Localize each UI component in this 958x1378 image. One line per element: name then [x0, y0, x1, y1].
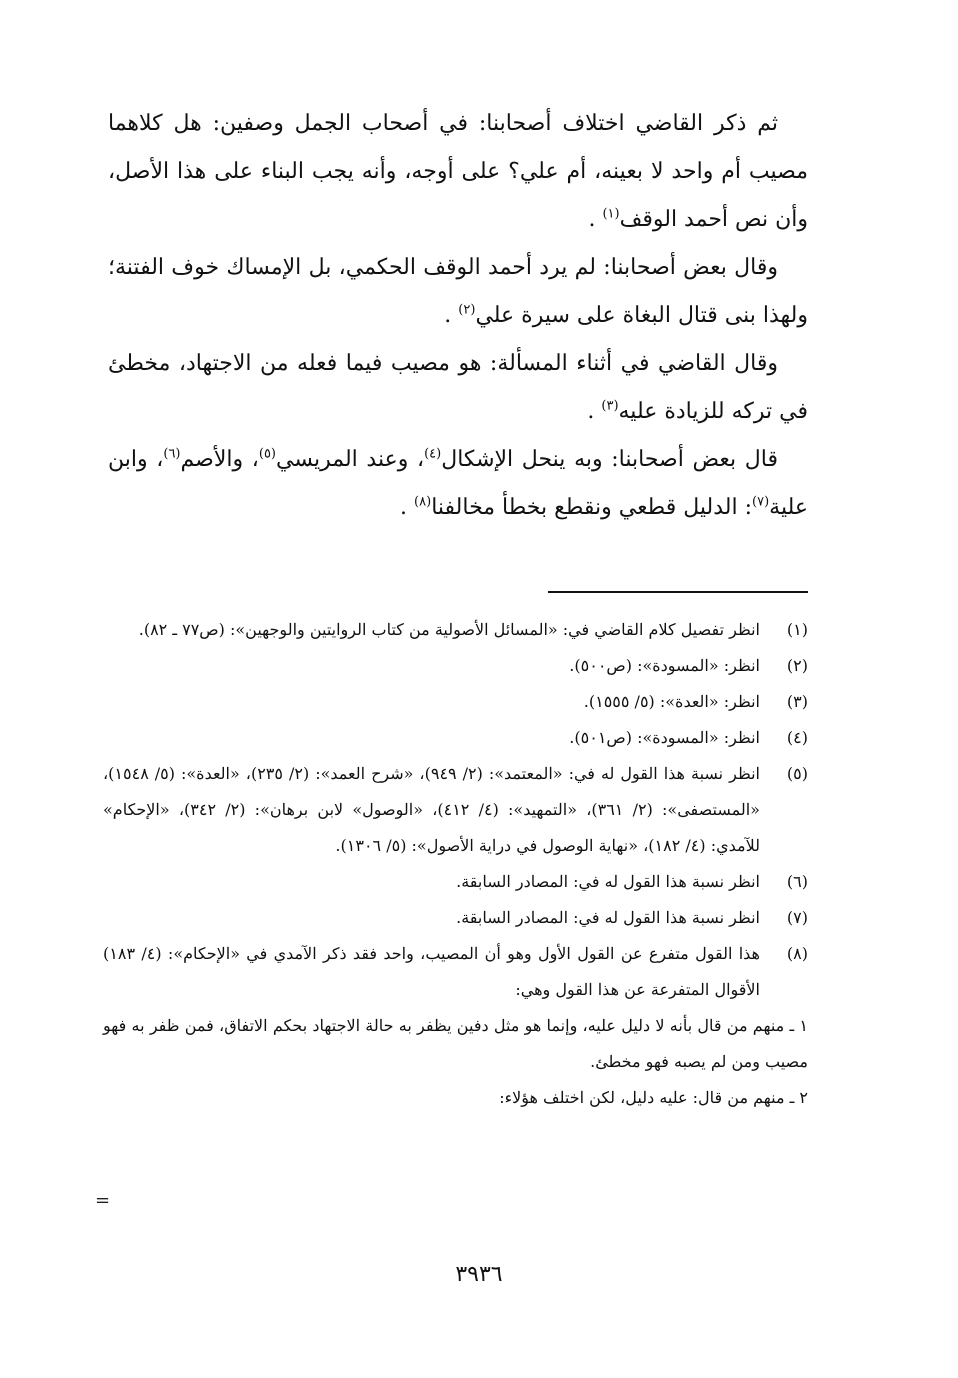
paragraph-2-text: وقال بعض أصحابنا: لم يرد أحمد الوقف الحكمي، بل الإمساك خوف الفتنة؛ ولهذا بنى قتال البغاة على سيرة علي [108, 255, 808, 328]
footnote-text: انظر نسبة هذا القول له في: المصادر السابقة. [456, 908, 760, 927]
footnote-text: انظر: «المسودة»: (ص٥٠٠). [569, 656, 760, 675]
paragraph-2-end: . [444, 303, 452, 328]
footnote-continuation-text: ٢ ـ منهم من قال: عليه دليل، لكن اختلف هؤلاء: [499, 1088, 808, 1107]
footnote-number: (٢) [786, 656, 808, 675]
paragraph-3-end: . [587, 399, 595, 424]
footnote-8-continuation-1 [103, 1008, 808, 1080]
footnote-continuation-text: ١ ـ منهم من قال بأنه لا دليل عليه، وإنما هو مثل دفين يظفر به حالة الاجتهاد بحكم الاتفاق، فمن ظفر به فهو مصيب ومن لم يصبه فهو مخطئ. [103, 1016, 808, 1071]
footnote-8 [103, 936, 808, 1008]
footnote-ref-3[interactable]: (٣) [601, 398, 619, 414]
paragraph-4 [108, 436, 808, 532]
footnote-number: (٣) [786, 692, 808, 711]
footnote-7 [103, 900, 808, 936]
footnote-text: انظر تفصيل كلام القاضي في: «المسائل الأصولية من كتاب الروايتين والوجهين»: (ص٧٧ ـ ٨٢). [138, 620, 760, 639]
paragraph-4-end: . [400, 495, 408, 520]
footnote-text: انظر: «المسودة»: (ص٥٠١). [569, 728, 760, 747]
footnote-number: (١) [786, 620, 808, 639]
footnote-text: انظر نسبة هذا القول له في: «المعتمد»: (٢/ ٩٤٩)، «شرح العمد»: (٢/ ٢٣٥)، «العدة»: (٥/ ١٥٤٨)، «المستصفى»: (٢/ ٣٦١)، «التمهيد»: (٤/ ٤١٢)، «الوصول» لابن برهان»: (٢/ ٣٤٢)، «الإحكام» للآمدي: (٤/ ١٨٢)، «نهاية الوصول في دراية الأصول»: (٥/ ١٣٠٦). [103, 764, 760, 855]
paragraph-1-text: ثم ذكر القاضي اختلاف أصحابنا: في أصحاب الجمل وصفين: هل كلاهما مصيب أم واحد لا بعينه، أم علي؟ على أوجه، وأنه يجب البناء على هذا الأصل، وأن نص أحمد الوقف [108, 111, 808, 232]
main-text [108, 100, 808, 532]
paragraph-4-text-c: ، والأصم [180, 447, 259, 472]
footnote-ref-8[interactable]: (٨) [414, 494, 432, 510]
footnote-number: (٨) [786, 944, 808, 963]
paragraph-3 [108, 340, 808, 436]
footnote-text: انظر: «العدة»: (٥/ ١٥٥٥). [583, 692, 760, 711]
footnote-8-continuation-2 [103, 1080, 808, 1116]
footnote-2 [103, 648, 808, 684]
footnotes [103, 612, 808, 1116]
paragraph-2 [108, 244, 808, 340]
footnote-number: (٦) [786, 872, 808, 891]
paragraph-1-end: . [588, 207, 596, 232]
footnote-number: (٤) [786, 728, 808, 747]
footnote-ref-2[interactable]: (٢) [458, 302, 476, 318]
page-number: ٣٩٣٦ [455, 1262, 503, 1287]
footnote-ref-7[interactable]: (٧) [752, 494, 770, 510]
footnote-ref-5[interactable]: (٥) [258, 446, 276, 462]
footnote-ref-1[interactable]: (١) [602, 206, 620, 222]
footnote-text: انظر نسبة هذا القول له في: المصادر السابقة. [456, 872, 760, 891]
paragraph-4-text-b: ، وعند المريسي [276, 447, 425, 472]
footnote-1 [103, 612, 808, 648]
footnote-5 [103, 756, 808, 864]
footnote-number: (٧) [786, 908, 808, 927]
paragraph-3-text: وقال القاضي في أثناء المسألة: هو مصيب فيما فعله من الاجتهاد، مخطئ في تركه للزيادة عليه [108, 351, 808, 424]
footnote-ref-6[interactable]: (٦) [163, 446, 181, 462]
continuation-mark: = [95, 1190, 111, 1211]
footnote-ref-4[interactable]: (٤) [424, 446, 442, 462]
footnote-text: هذا القول متفرع عن القول الأول وهو أن المصيب، واحد فقد ذكر الآمدي في «الإحكام»: (٤/ ١٨٣) الأقوال المتفرعة عن هذا القول وهي: [103, 944, 760, 999]
footnote-4 [103, 720, 808, 756]
footnote-6 [103, 864, 808, 900]
footnote-3 [103, 684, 808, 720]
paragraph-1 [108, 100, 808, 244]
paragraph-4-text-e: : الدليل قطعي ونقطع بخطأ مخالفنا [431, 495, 753, 520]
footnote-separator [548, 591, 808, 593]
paragraph-4-text-d: ، وابن علية [108, 447, 808, 520]
footnote-number: (٥) [786, 764, 808, 783]
paragraph-4-text-a: قال بعض أصحابنا: وبه ينحل الإشكال [441, 447, 779, 472]
